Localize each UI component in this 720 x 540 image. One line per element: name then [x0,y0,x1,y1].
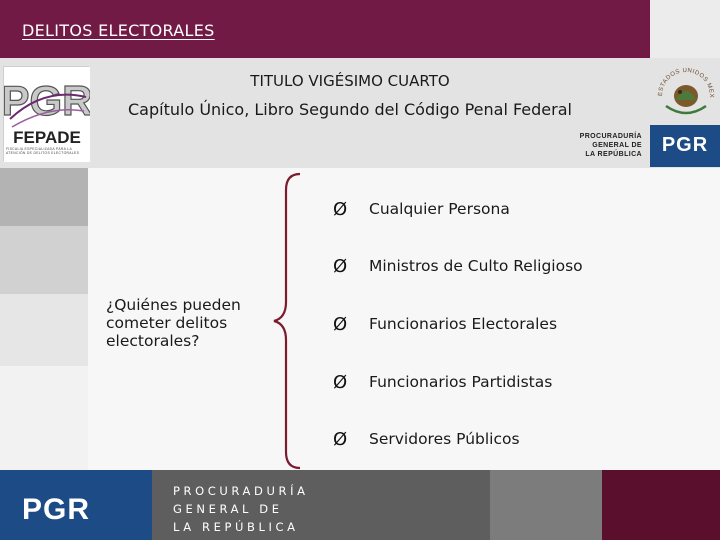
heading-title: TITULO VIGÉSIMO CUARTO [250,72,450,90]
footer-procuraduria-line: GENERAL DE [173,502,283,516]
title-banner-right [650,0,720,58]
arrow-bullet-icon: Ø [333,429,348,450]
list-item-label: Servidores Públicos [369,430,520,448]
fepade-logo [3,66,89,161]
footer-maroon-block [602,470,720,540]
fepade-logo-letters: PGR [4,77,90,124]
footer-pgr-text: PGR [22,493,91,526]
pgr-header-badge [650,125,720,167]
arrow-bullet-icon: Ø [333,256,348,277]
footer-procuraduria-line: LA REPÚBLICA [173,520,299,534]
footer-procuraduria-line: PROCURADURÍA [173,484,309,498]
pgr-header-text: PGR [661,134,709,156]
left-stripe [0,294,88,366]
left-stripe [0,366,88,470]
question-text: ¿Quiénes pueden cometer delitos electorales? [106,296,241,350]
seal-text: ESTADOS UNIDOS MEX [657,67,715,99]
list-item-label: Ministros de Culto Religioso [369,257,583,275]
left-stripe [0,226,88,294]
fepade-logo-name: FEPADE [13,128,81,147]
list-item-label: Funcionarios Partidistas [369,373,553,391]
mexican-seal-icon [652,60,720,126]
curly-brace-icon [270,172,310,470]
fepade-logo-tagline: FISCALÍA ESPECIALIZADA PARA LA ATENCIÓN DE DELITOS ELECTORALES [6,147,80,155]
list-item-label: Funcionarios Electorales [369,315,558,333]
left-stripe [0,168,88,226]
list-item-label: Cualquier Persona [369,200,510,218]
footer-light-gray-block [490,470,602,540]
slide-title: DELITOS ELECTORALES [22,21,215,40]
arrow-bullet-icon: Ø [333,199,348,220]
heading-subtitle: Capítulo Único, Libro Segundo del Código Penal Federal [128,100,572,119]
procuraduria-small-label: PROCURADURÍA GENERAL DE LA REPÚBLICA [579,133,642,158]
arrow-bullet-icon: Ø [333,314,348,335]
arrow-bullet-icon: Ø [333,372,348,393]
